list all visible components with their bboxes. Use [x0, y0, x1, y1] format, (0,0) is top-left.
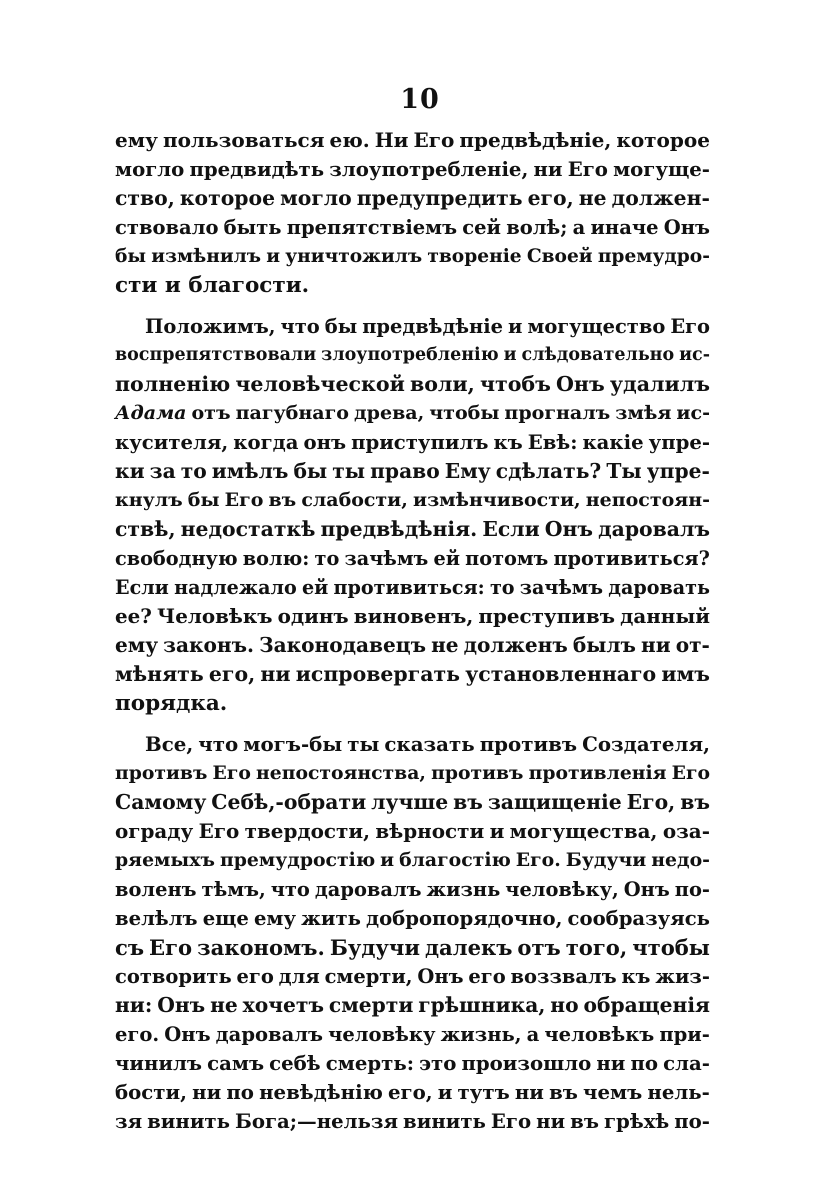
text-line: ки за то имѣлъ бы ты право Ему сдѣлать? Ты упре- [115, 459, 710, 483]
text-line: ни: Онъ не хочетъ смерти грѣшника, но обращенія [115, 993, 710, 1017]
text-line: чинилъ самъ себѣ смерть: это произошло ни по сла- [115, 1052, 710, 1075]
text-line: воленъ тѣмъ, что даровалъ жизнь человѣку, Онъ по- [115, 878, 710, 901]
text-line: Если надлежало ей противиться: то зачѣмъ даровать [115, 576, 710, 599]
text-line: сти и благости. [115, 273, 310, 298]
text-line: бы измѣнилъ и уничтожилъ твореніе Своей премудро- [115, 246, 710, 267]
text-line: бости, ни по невѣдѣнію его, и тутъ ни въ чемъ нель- [115, 1080, 710, 1104]
text-line: Все, что могъ-бы ты сказать противъ Создателя, [145, 732, 710, 756]
text-line: кнулъ бы Его въ слабости, измѣнчивости, непостоян- [115, 489, 710, 511]
paragraph-gap [115, 300, 710, 312]
text-line: свободную волю: то зачѣмъ ей потомъ противиться? [115, 547, 710, 570]
text-line: съ Его закономъ. Будучи далекъ отъ того, чтобы [115, 935, 710, 960]
text-line: ограду Его твердости, вѣрности и могущества, оза- [115, 819, 710, 843]
text-line: могло предвидѣть злоупотребленіе, ни Его могуще- [115, 158, 710, 181]
text-line: противъ Его непостоянства, противъ противленія Его [115, 762, 710, 784]
text-line: Адама отъ пагубнаго древа, чтобы прогналъ змѣя ис- [115, 402, 710, 424]
text-line: зя винить Бога;—нельзя винить Его ни въ грѣхѣ по- [115, 1110, 710, 1133]
text-line: воспрепятствовали злоупотребленію и слѣдовательно ис- [115, 345, 710, 365]
body-text [115, 126, 710, 1136]
text-line: ему законъ. Законодавецъ не долженъ былъ ни от- [115, 633, 710, 657]
text-line: мѣнять его, ни испровергать установленнаго имъ [115, 662, 710, 686]
text-line: ствовало быть препятствіемъ сей волѣ; а иначе Онъ [115, 216, 710, 239]
text-line: сотворить его для смерти, Онъ его воззвалъ къ жиз- [115, 965, 710, 988]
text-line: Положимъ, что бы предвѣдѣніе и могущество Его [145, 315, 710, 338]
text-line: ее? Человѣкъ одинъ виновенъ, преступивъ данный [115, 604, 710, 628]
text-line: ему пользоваться ею. Ни Его предвѣдѣніе, которое [115, 128, 710, 152]
page-number: 10 [400, 84, 440, 115]
text-line: ряемыхъ премудростію и благостію Его. Будучи недо- [115, 849, 710, 871]
text-line: кусителя, когда онъ приступилъ къ Евѣ: какіе упре- [115, 431, 710, 454]
text-line: ствѣ, недостаткѣ предвѣдѣнія. Если Онъ даровалъ [115, 517, 710, 541]
text-line: велѣлъ еще ему жить добропорядочно, сообразуясь [115, 907, 710, 930]
text-line: полненію человѣческой воли, чтобъ Онъ удалилъ [115, 372, 710, 396]
paragraph-gap [115, 718, 710, 730]
text-line: порядка. [115, 691, 228, 716]
text-line: ство, которое могло предупредить его, не должен- [115, 186, 710, 210]
text-line: Самому Себѣ,-обрати лучше въ защищеніе Его, въ [115, 790, 710, 814]
text-line: его. Онъ даровалъ человѣку жизнь, а человѣкъ при- [115, 1023, 710, 1046]
